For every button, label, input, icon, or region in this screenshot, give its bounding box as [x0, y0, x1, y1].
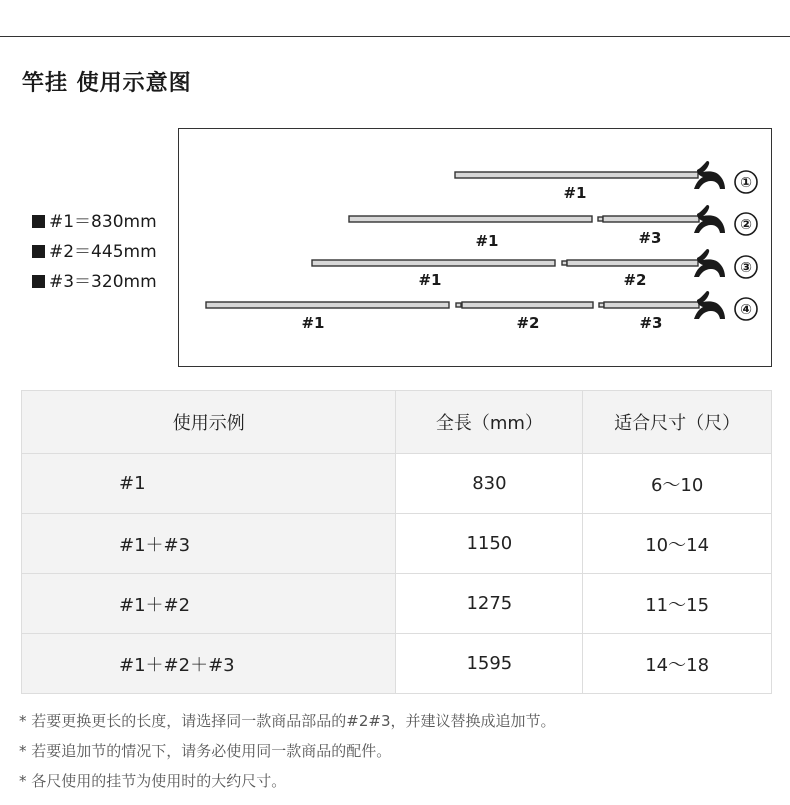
rod-1 [206, 302, 449, 308]
cell-length: 1150 [396, 514, 583, 574]
table-row [22, 454, 772, 514]
column-header-example: 使用示例 [22, 391, 396, 454]
footnote: * 若要追加节的情况下，请务必使用同一款商品的配件。 [19, 742, 392, 760]
rod-2 [567, 260, 698, 266]
cell-length: 1275 [396, 574, 583, 634]
square-bullet-icon [32, 245, 45, 258]
table-header-row [22, 391, 772, 454]
square-bullet-icon [32, 275, 45, 288]
cell-size: 10～14 [583, 514, 772, 574]
rod-label: #3 [639, 314, 663, 332]
diagram-row-1 [455, 161, 757, 202]
legend-item-1 [32, 207, 157, 237]
footnotes [19, 709, 556, 799]
top-divider [0, 36, 790, 37]
rod-joint [599, 303, 604, 307]
cell-example: #1 [22, 454, 396, 514]
footnote: * 若要更换更长的长度，请选择同一款商品部品的#2#3，并建议替换成追加节。 [19, 712, 556, 730]
rod-label: #3 [638, 229, 662, 247]
legend-item-2 [32, 237, 157, 267]
table-row [22, 634, 772, 694]
column-header-length: 全長（mm） [396, 391, 583, 454]
rod-3 [603, 216, 699, 222]
footnote: * 各尺使用的挂节为使用时的大约尺寸。 [19, 772, 287, 790]
rod-1 [455, 172, 698, 178]
spec-table [21, 390, 772, 694]
legend-text: #3＝320mm [49, 272, 157, 292]
table-row [22, 514, 772, 574]
rod-3 [604, 302, 699, 308]
rod-joint [598, 217, 603, 221]
row-number: ① [740, 175, 752, 191]
cell-size: 11～15 [583, 574, 772, 634]
rod-1 [349, 216, 592, 222]
rod-joint [456, 303, 461, 307]
rod-label: #2 [623, 271, 647, 289]
row-number: ④ [740, 302, 752, 318]
diagram-row-3 [312, 249, 757, 289]
cell-example: #1＋#2 [22, 574, 396, 634]
page-title: 竿挂 使用示意图 [22, 71, 192, 96]
legend-item-3 [32, 267, 157, 297]
rod-label: #1 [563, 184, 587, 202]
cell-example: #1＋#2＋#3 [22, 634, 396, 694]
row-number: ② [740, 217, 752, 233]
rod-joint [562, 261, 567, 265]
column-header-size: 适合尺寸（尺） [583, 391, 772, 454]
cell-size: 6～10 [583, 454, 772, 514]
rod-label: #1 [301, 314, 325, 332]
diagram-row-4 [206, 291, 757, 332]
square-bullet-icon [32, 215, 45, 228]
rod-2 [462, 302, 593, 308]
rod-label: #1 [418, 271, 442, 289]
cell-example: #1＋#3 [22, 514, 396, 574]
cell-length: 830 [396, 454, 583, 514]
table-row [22, 574, 772, 634]
segment-length-legend [32, 207, 157, 297]
usage-diagram [178, 128, 772, 367]
diagram-row-2 [349, 205, 757, 250]
row-number: ③ [740, 260, 752, 276]
rod-label: #1 [475, 232, 499, 250]
legend-text: #2＝445mm [49, 242, 157, 262]
usage-diagram-svg [179, 129, 771, 366]
legend-text: #1＝830mm [49, 212, 157, 232]
rod-label: #2 [516, 314, 540, 332]
cell-size: 14～18 [583, 634, 772, 694]
rod-1 [312, 260, 555, 266]
cell-length: 1595 [396, 634, 583, 694]
